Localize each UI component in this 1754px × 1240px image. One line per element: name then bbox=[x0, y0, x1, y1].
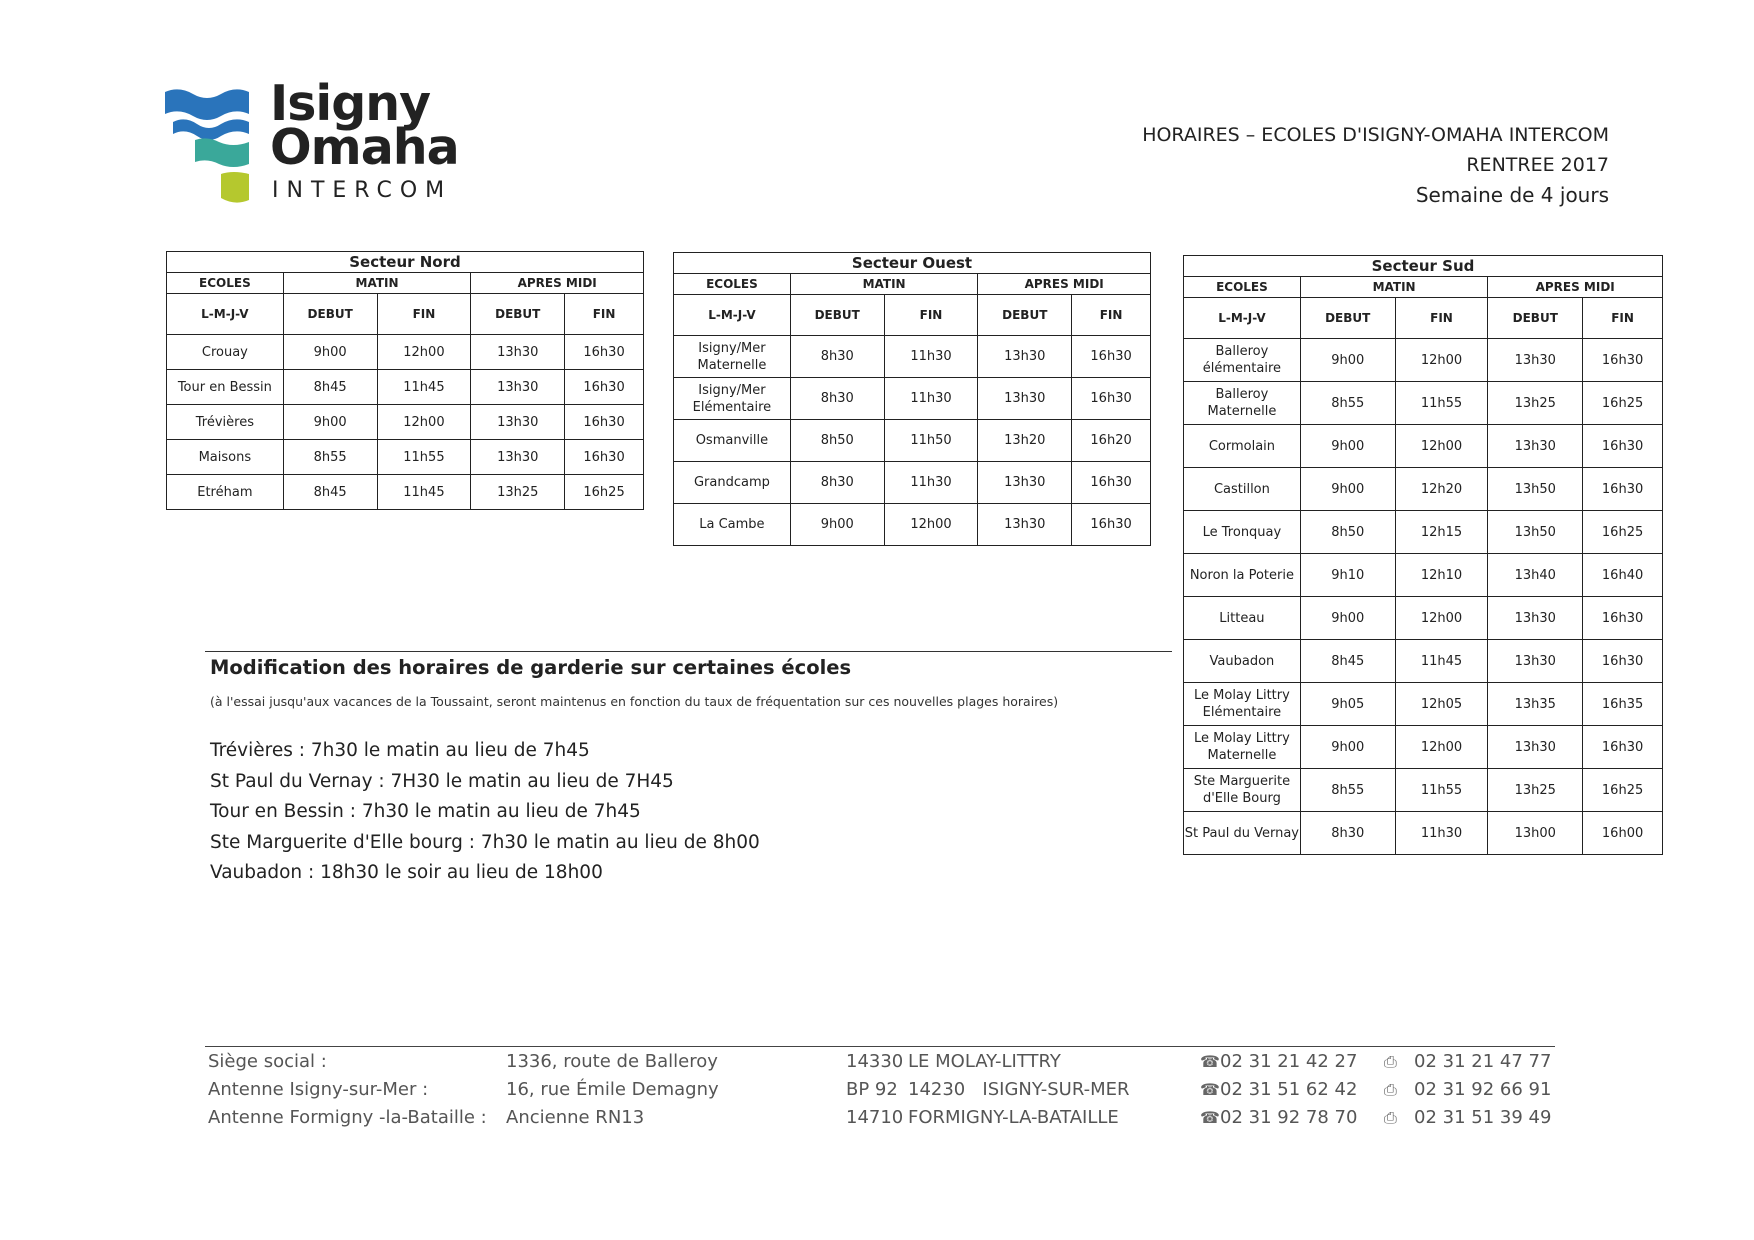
matin-fin: 11h45 bbox=[377, 370, 471, 405]
apres-midi-debut: 13h30 bbox=[978, 504, 1072, 546]
logo-line-2: Omaha bbox=[270, 119, 459, 176]
postal-code: 14710 bbox=[846, 1107, 904, 1128]
table-row bbox=[167, 405, 644, 440]
matin-fin: 11h30 bbox=[884, 462, 978, 504]
table-row bbox=[1184, 339, 1663, 382]
logo-line-1: Isigny bbox=[270, 75, 431, 132]
apres-midi-debut: 13h30 bbox=[1488, 339, 1583, 382]
apres-midi-fin: 16h25 bbox=[1583, 382, 1663, 425]
footer-contacts bbox=[208, 1048, 1558, 1132]
apres-midi-debut: 13h30 bbox=[978, 462, 1072, 504]
apres-midi-fin: 16h30 bbox=[1072, 462, 1151, 504]
phone-number: 02 31 51 62 42 bbox=[1220, 1079, 1358, 1100]
postal-code: BP 92 bbox=[846, 1079, 898, 1100]
apres-midi-debut: 13h25 bbox=[1488, 382, 1583, 425]
col-ecoles: ECOLES bbox=[167, 273, 284, 294]
matin-debut: 9h00 bbox=[1300, 726, 1395, 769]
apres-midi-fin: 16h30 bbox=[1583, 726, 1663, 769]
col-debut: DEBUT bbox=[283, 294, 377, 335]
isigny-omaha-logo bbox=[165, 75, 485, 208]
table-secteur-sud bbox=[1183, 255, 1663, 855]
footer-row bbox=[208, 1104, 1558, 1132]
matin-fin: 12h05 bbox=[1395, 683, 1488, 726]
garderie-title: Modification des horaires de garderie sur certaines écoles bbox=[210, 656, 852, 679]
matin-debut: 9h10 bbox=[1300, 554, 1395, 597]
matin-fin: 11h30 bbox=[884, 336, 978, 378]
phone-icon: ☎ bbox=[1200, 1052, 1220, 1071]
matin-fin: 11h55 bbox=[1395, 382, 1488, 425]
col-days: L-M-J-V bbox=[674, 295, 791, 336]
col-ecoles: ECOLES bbox=[674, 274, 791, 295]
matin-fin: 11h45 bbox=[377, 475, 471, 510]
list-item: St Paul du Vernay : 7H30 le matin au lieu de 7H45 bbox=[210, 770, 674, 792]
table-row bbox=[1184, 769, 1663, 812]
apres-midi-debut: 13h25 bbox=[471, 475, 565, 510]
school-name: Balleroy élémentaire bbox=[1184, 339, 1301, 382]
apres-midi-debut: 13h50 bbox=[1488, 468, 1583, 511]
table-row bbox=[674, 462, 1151, 504]
apres-midi-debut: 13h25 bbox=[1488, 769, 1583, 812]
apres-midi-fin: 16h00 bbox=[1583, 812, 1663, 855]
matin-fin: 11h55 bbox=[1395, 769, 1488, 812]
school-name: La Cambe bbox=[674, 504, 791, 546]
table-row bbox=[167, 475, 644, 510]
col-debut: DEBUT bbox=[978, 295, 1072, 336]
table-row bbox=[1184, 640, 1663, 683]
apres-midi-fin: 16h30 bbox=[1072, 504, 1151, 546]
logo-wave-icon bbox=[165, 88, 250, 206]
apres-midi-fin: 16h30 bbox=[565, 370, 644, 405]
col-matin: MATIN bbox=[790, 274, 978, 295]
matin-debut: 8h50 bbox=[790, 420, 884, 462]
apres-midi-fin: 16h30 bbox=[1583, 425, 1663, 468]
section-divider bbox=[205, 651, 1172, 652]
apres-midi-fin: 16h20 bbox=[1072, 420, 1151, 462]
school-name: Etréham bbox=[167, 475, 284, 510]
document-header bbox=[1142, 120, 1609, 210]
apres-midi-debut: 13h30 bbox=[978, 378, 1072, 420]
matin-fin: 11h50 bbox=[884, 420, 978, 462]
table-row bbox=[1184, 425, 1663, 468]
matin-debut: 8h50 bbox=[1300, 511, 1395, 554]
col-apres-midi: APRES MIDI bbox=[1488, 277, 1663, 298]
apres-midi-fin: 16h30 bbox=[1583, 339, 1663, 382]
table-row bbox=[1184, 554, 1663, 597]
matin-fin: 12h00 bbox=[1395, 726, 1488, 769]
phone-icon: ☎ bbox=[1200, 1108, 1220, 1127]
matin-debut: 8h55 bbox=[1300, 382, 1395, 425]
site-address: 1336, route de Balleroy bbox=[506, 1051, 718, 1072]
apres-midi-fin: 16h30 bbox=[1583, 640, 1663, 683]
table-row bbox=[167, 335, 644, 370]
list-item: Trévières : 7h30 le matin au lieu de 7h45 bbox=[210, 740, 590, 761]
matin-fin: 11h30 bbox=[1395, 812, 1488, 855]
matin-debut: 8h45 bbox=[283, 370, 377, 405]
apres-midi-debut: 13h20 bbox=[978, 420, 1072, 462]
table-row bbox=[167, 370, 644, 405]
site-label: Antenne Isigny-sur-Mer : bbox=[208, 1079, 429, 1100]
matin-fin: 12h20 bbox=[1395, 468, 1488, 511]
school-name: Vaubadon bbox=[1184, 640, 1301, 683]
matin-debut: 9h00 bbox=[1300, 597, 1395, 640]
table-row bbox=[674, 504, 1151, 546]
col-apres-midi: APRES MIDI bbox=[978, 274, 1151, 295]
table-row bbox=[674, 378, 1151, 420]
table-row bbox=[1184, 726, 1663, 769]
apres-midi-fin: 16h25 bbox=[1583, 511, 1663, 554]
apres-midi-debut: 13h30 bbox=[471, 405, 565, 440]
list-item: Tour en Bessin : 7h30 le matin au lieu de 7h45 bbox=[210, 801, 641, 822]
apres-midi-fin: 16h30 bbox=[1583, 468, 1663, 511]
document-subtitle: RENTREE 2017 bbox=[1466, 154, 1609, 176]
school-name: Tour en Bessin bbox=[167, 370, 284, 405]
table-secteur-ouest bbox=[673, 252, 1151, 546]
apres-midi-fin: 16h25 bbox=[565, 475, 644, 510]
fax-icon: ⎙ bbox=[1384, 1052, 1397, 1071]
fax-icon: ⎙ bbox=[1384, 1108, 1397, 1127]
matin-debut: 8h30 bbox=[790, 378, 884, 420]
matin-debut: 9h00 bbox=[1300, 468, 1395, 511]
matin-debut: 8h55 bbox=[283, 440, 377, 475]
apres-midi-fin: 16h35 bbox=[1583, 683, 1663, 726]
table-row bbox=[674, 336, 1151, 378]
phone-icon: ☎ bbox=[1200, 1080, 1220, 1099]
apres-midi-debut: 13h30 bbox=[1488, 597, 1583, 640]
apres-midi-fin: 16h40 bbox=[1583, 554, 1663, 597]
footer-row bbox=[208, 1048, 1558, 1076]
apres-midi-debut: 13h35 bbox=[1488, 683, 1583, 726]
col-debut: DEBUT bbox=[790, 295, 884, 336]
col-ecoles: ECOLES bbox=[1184, 277, 1301, 298]
apres-midi-debut: 13h30 bbox=[1488, 726, 1583, 769]
apres-midi-fin: 16h25 bbox=[1583, 769, 1663, 812]
matin-debut: 8h30 bbox=[790, 336, 884, 378]
apres-midi-debut: 13h00 bbox=[1488, 812, 1583, 855]
matin-fin: 12h00 bbox=[884, 504, 978, 546]
school-name: Ste Marguerite d'Elle Bourg bbox=[1184, 769, 1301, 812]
col-days: L-M-J-V bbox=[167, 294, 284, 335]
table-row bbox=[167, 440, 644, 475]
col-days: L-M-J-V bbox=[1184, 298, 1301, 339]
school-name: Balleroy Maternelle bbox=[1184, 382, 1301, 425]
col-debut: DEBUT bbox=[1488, 298, 1583, 339]
school-name: Trévières bbox=[167, 405, 284, 440]
matin-fin: 11h45 bbox=[1395, 640, 1488, 683]
apres-midi-debut: 13h30 bbox=[471, 440, 565, 475]
site-label: Antenne Formigny -la-Bataille : bbox=[208, 1107, 487, 1128]
school-name: Le Molay Littry Maternelle bbox=[1184, 726, 1301, 769]
school-name: Litteau bbox=[1184, 597, 1301, 640]
school-name: Castillon bbox=[1184, 468, 1301, 511]
col-fin: FIN bbox=[1395, 298, 1488, 339]
apres-midi-debut: 13h30 bbox=[978, 336, 1072, 378]
document-week: Semaine de 4 jours bbox=[1415, 183, 1609, 207]
matin-fin: 12h00 bbox=[377, 405, 471, 440]
garderie-note: (à l'essai jusqu'aux vacances de la Toussaint, seront maintenus en fonction du taux de fréquentation sur ces nouvelles plages horaires) bbox=[210, 694, 1059, 709]
matin-debut: 9h00 bbox=[1300, 425, 1395, 468]
matin-debut: 8h30 bbox=[790, 462, 884, 504]
col-fin: FIN bbox=[377, 294, 471, 335]
footer-row bbox=[208, 1076, 1558, 1104]
sector-title: Secteur Sud bbox=[1184, 256, 1663, 277]
apres-midi-fin: 16h30 bbox=[1072, 336, 1151, 378]
apres-midi-fin: 16h30 bbox=[1072, 378, 1151, 420]
school-name: Le Tronquay bbox=[1184, 511, 1301, 554]
matin-debut: 9h05 bbox=[1300, 683, 1395, 726]
col-fin: FIN bbox=[1072, 295, 1151, 336]
matin-fin: 12h10 bbox=[1395, 554, 1488, 597]
matin-fin: 11h55 bbox=[377, 440, 471, 475]
col-fin: FIN bbox=[565, 294, 644, 335]
table-secteur-nord bbox=[166, 251, 644, 510]
apres-midi-debut: 13h30 bbox=[471, 370, 565, 405]
school-name: Crouay bbox=[167, 335, 284, 370]
matin-fin: 12h15 bbox=[1395, 511, 1488, 554]
matin-debut: 9h00 bbox=[1300, 339, 1395, 382]
city: 14230 ISIGNY-SUR-MER bbox=[908, 1079, 1130, 1100]
matin-fin: 12h00 bbox=[1395, 597, 1488, 640]
apres-midi-debut: 13h50 bbox=[1488, 511, 1583, 554]
table-row bbox=[1184, 468, 1663, 511]
col-matin: MATIN bbox=[283, 273, 471, 294]
document-title: HORAIRES – ECOLES D'ISIGNY-OMAHA INTERCOM bbox=[1142, 124, 1609, 146]
site-address: 16, rue Émile Demagny bbox=[506, 1079, 719, 1100]
school-name: Grandcamp bbox=[674, 462, 791, 504]
matin-fin: 12h00 bbox=[1395, 339, 1488, 382]
fax-number: 02 31 51 39 49 bbox=[1414, 1107, 1552, 1128]
table-row bbox=[1184, 597, 1663, 640]
sector-title: Secteur Ouest bbox=[674, 253, 1151, 274]
col-matin: MATIN bbox=[1300, 277, 1488, 298]
apres-midi-fin: 16h30 bbox=[1583, 597, 1663, 640]
matin-fin: 11h30 bbox=[884, 378, 978, 420]
school-name: Isigny/Mer Elémentaire bbox=[674, 378, 791, 420]
table-row bbox=[1184, 382, 1663, 425]
col-debut: DEBUT bbox=[1300, 298, 1395, 339]
apres-midi-debut: 13h30 bbox=[1488, 425, 1583, 468]
garderie-list bbox=[210, 736, 760, 889]
fax-icon: ⎙ bbox=[1384, 1080, 1397, 1099]
table-row bbox=[674, 420, 1151, 462]
school-name: Cormolain bbox=[1184, 425, 1301, 468]
matin-debut: 8h45 bbox=[1300, 640, 1395, 683]
school-name: Le Molay Littry Elémentaire bbox=[1184, 683, 1301, 726]
site-label: Siège social : bbox=[208, 1051, 327, 1072]
apres-midi-fin: 16h30 bbox=[565, 405, 644, 440]
col-fin: FIN bbox=[884, 295, 978, 336]
matin-debut: 8h45 bbox=[283, 475, 377, 510]
list-item: Vaubadon : 18h30 le soir au lieu de 18h00 bbox=[210, 862, 603, 883]
matin-debut: 9h00 bbox=[283, 405, 377, 440]
school-name: Isigny/Mer Maternelle bbox=[674, 336, 791, 378]
list-item: Ste Marguerite d'Elle bourg : 7h30 le matin au lieu de 8h00 bbox=[210, 831, 760, 853]
table-row bbox=[1184, 812, 1663, 855]
phone-number: 02 31 92 78 70 bbox=[1220, 1107, 1358, 1128]
apres-midi-debut: 13h30 bbox=[471, 335, 565, 370]
apres-midi-fin: 16h30 bbox=[565, 335, 644, 370]
matin-debut: 9h00 bbox=[283, 335, 377, 370]
table-row bbox=[1184, 683, 1663, 726]
school-name: Osmanville bbox=[674, 420, 791, 462]
school-name: St Paul du Vernay bbox=[1184, 812, 1301, 855]
sector-title: Secteur Nord bbox=[167, 252, 644, 273]
matin-debut: 9h00 bbox=[790, 504, 884, 546]
apres-midi-fin: 16h30 bbox=[565, 440, 644, 475]
city: FORMIGNY-LA-BATAILLE bbox=[908, 1107, 1119, 1128]
fax-number: 02 31 21 47 77 bbox=[1414, 1051, 1552, 1072]
site-address: Ancienne RN13 bbox=[506, 1107, 645, 1128]
matin-fin: 12h00 bbox=[1395, 425, 1488, 468]
school-name: Noron la Poterie bbox=[1184, 554, 1301, 597]
matin-fin: 12h00 bbox=[377, 335, 471, 370]
apres-midi-debut: 13h40 bbox=[1488, 554, 1583, 597]
col-fin: FIN bbox=[1583, 298, 1663, 339]
city: LE MOLAY-LITTRY bbox=[908, 1051, 1061, 1072]
footer-divider bbox=[205, 1046, 1555, 1047]
fax-number: 02 31 92 66 91 bbox=[1414, 1079, 1552, 1100]
matin-debut: 8h30 bbox=[1300, 812, 1395, 855]
school-name: Maisons bbox=[167, 440, 284, 475]
phone-number: 02 31 21 42 27 bbox=[1220, 1051, 1358, 1072]
postal-code: 14330 bbox=[846, 1051, 904, 1072]
table-row bbox=[1184, 511, 1663, 554]
col-debut: DEBUT bbox=[471, 294, 565, 335]
apres-midi-debut: 13h30 bbox=[1488, 640, 1583, 683]
col-apres-midi: APRES MIDI bbox=[471, 273, 644, 294]
matin-debut: 8h55 bbox=[1300, 769, 1395, 812]
logo-line-3: INTERCOM bbox=[272, 178, 453, 203]
